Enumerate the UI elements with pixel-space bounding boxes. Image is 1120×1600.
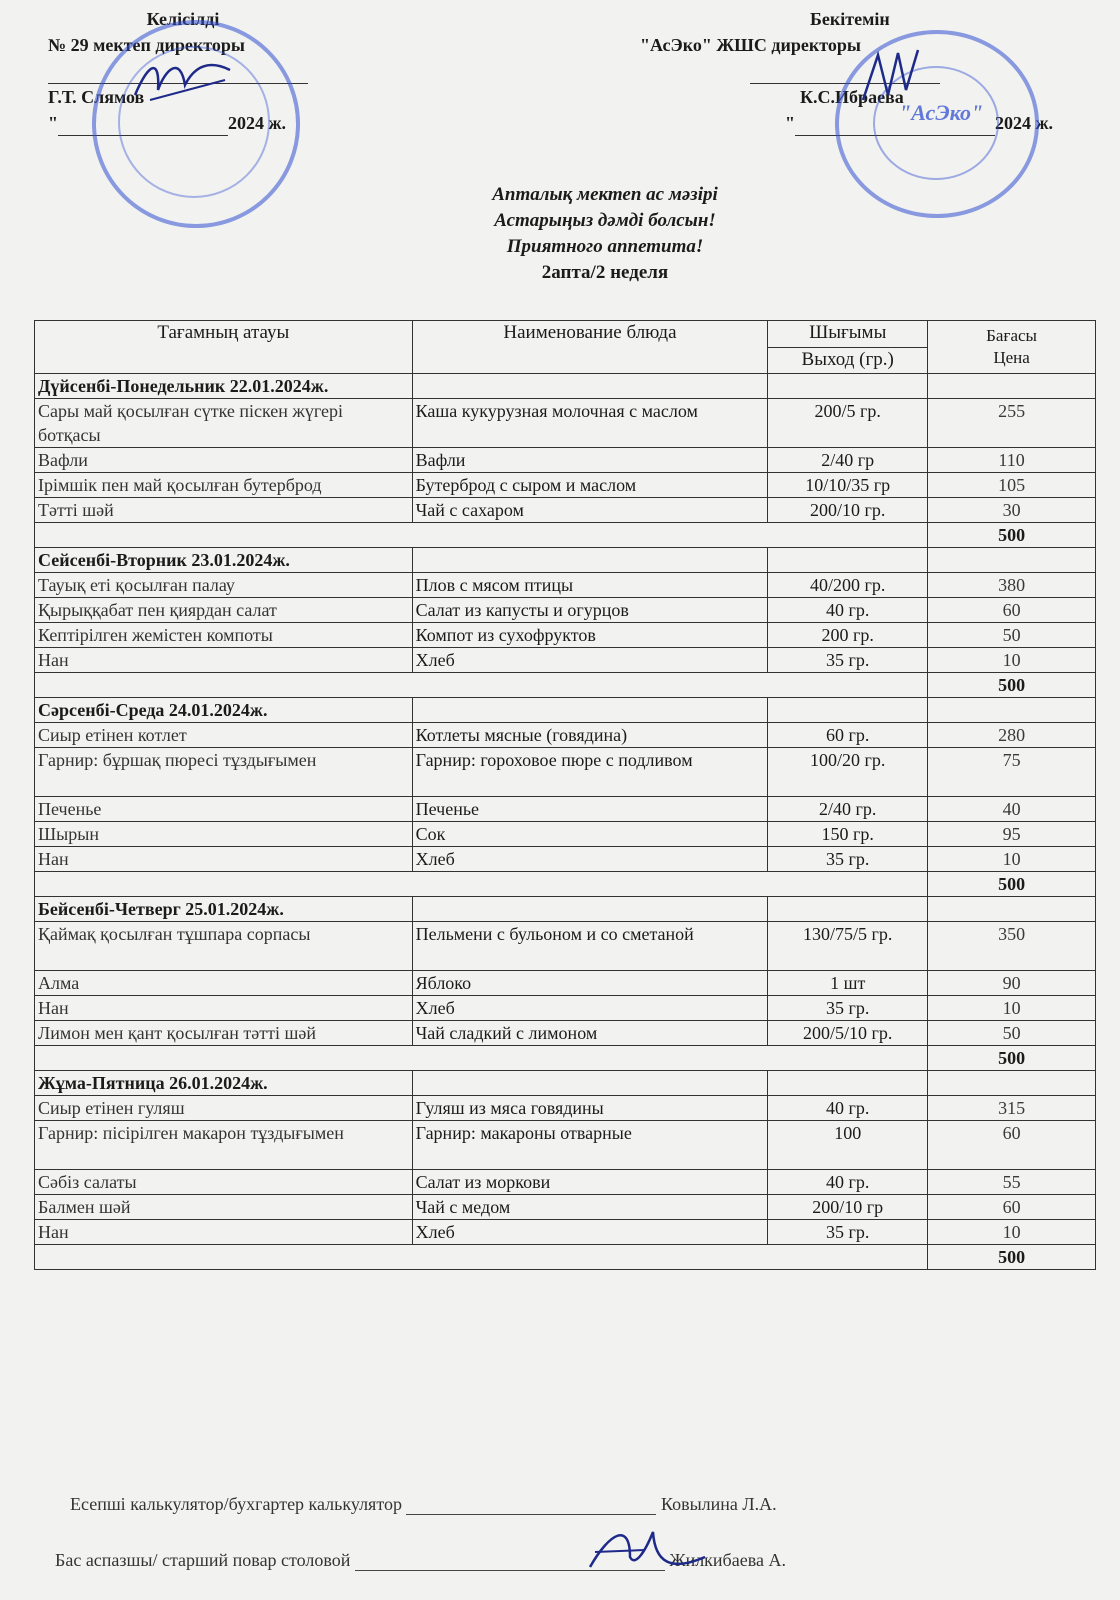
table-row — [35, 847, 1096, 872]
school-director-title: № 29 мектеп директоры — [48, 35, 245, 55]
empty-cell — [928, 1071, 1096, 1096]
total-row — [35, 673, 1096, 698]
table-row — [35, 648, 1096, 673]
dish-yield: 200/10 гр — [768, 1195, 928, 1220]
total-row — [35, 872, 1096, 897]
dish-yield: 100 — [768, 1121, 928, 1170]
dish-price: 10 — [928, 996, 1096, 1021]
empty-cell — [928, 897, 1096, 922]
title-wish-ru: Приятного аппетита! — [506, 236, 704, 257]
dish-name-ru: Пельмени с бульоном и со сметаной — [412, 922, 768, 971]
dish-name-kz: Қаймақ қосылған тұшпара сорпасы — [35, 922, 413, 971]
title-kz: Апталық мектеп ас мәзірі — [492, 184, 718, 205]
header-yield-ru: Выход (гр.) — [768, 347, 928, 374]
dish-yield: 200/10 гр. — [768, 498, 928, 523]
day-total: 500 — [928, 1245, 1096, 1270]
dish-price: 380 — [928, 573, 1096, 598]
header-dish-kz: Тағамның атауы — [35, 321, 413, 374]
dish-price: 75 — [928, 748, 1096, 797]
day-title: Жұма-Пятница 26.01.2024ж. — [35, 1071, 413, 1096]
dish-name-kz: Шырын — [35, 822, 413, 847]
total-row — [35, 1245, 1096, 1270]
dish-price: 105 — [928, 473, 1096, 498]
empty-cell — [412, 698, 768, 723]
dish-name-kz: Сиыр етінен гуляш — [35, 1096, 413, 1121]
dish-price: 55 — [928, 1170, 1096, 1195]
table-row — [35, 1096, 1096, 1121]
dish-price: 30 — [928, 498, 1096, 523]
dish-name-kz: Кептірілген жемістен компоты — [35, 623, 413, 648]
header-dish-ru: Наименование блюда — [412, 321, 768, 374]
dish-name-ru: Вафли — [412, 448, 768, 473]
dish-price: 60 — [928, 1121, 1096, 1170]
header-yield-kz: Шығымы — [768, 321, 928, 348]
cook-name: Жилкибаева А. — [669, 1550, 786, 1570]
dish-name-ru: Каша кукурузная молочная с маслом — [412, 399, 768, 448]
dish-name-kz: Тәтті шәй — [35, 498, 413, 523]
table-row — [35, 971, 1096, 996]
dish-yield: 35 гр. — [768, 847, 928, 872]
menu-body — [35, 374, 1096, 1270]
dish-name-kz: Қырыққабат пен қиярдан салат — [35, 598, 413, 623]
dish-name-kz: Лимон мен қант қосылған тәтті шәй — [35, 1021, 413, 1046]
accountant-name: Ковылина Л.А. — [660, 1494, 777, 1514]
table-row — [35, 1195, 1096, 1220]
day-total: 500 — [928, 523, 1096, 548]
empty-cell — [412, 548, 768, 573]
dish-yield: 150 гр. — [768, 822, 928, 847]
dish-yield: 2/40 гр. — [768, 797, 928, 822]
dish-name-ru: Чай с сахаром — [412, 498, 768, 523]
day-title: Сейсенбі-Вторник 23.01.2024ж. — [35, 548, 413, 573]
company-director-name: К.С.Ибраева — [800, 87, 904, 107]
dish-name-ru: Салат из моркови — [412, 1170, 768, 1195]
total-spacer — [35, 673, 928, 698]
day-row — [35, 548, 1096, 573]
table-row — [35, 822, 1096, 847]
dish-yield: 40 гр. — [768, 1170, 928, 1195]
total-row — [35, 1046, 1096, 1071]
signature-left — [130, 50, 240, 110]
table-row — [35, 1021, 1096, 1046]
dish-price: 110 — [928, 448, 1096, 473]
dish-yield: 35 гр. — [768, 996, 928, 1021]
dish-yield: 60 гр. — [768, 723, 928, 748]
dish-name-ru: Хлеб — [412, 847, 768, 872]
dish-yield: 2/40 гр — [768, 448, 928, 473]
dish-yield: 40/200 гр. — [768, 573, 928, 598]
empty-cell — [768, 1071, 928, 1096]
day-row — [35, 374, 1096, 399]
dish-name-ru: Хлеб — [412, 648, 768, 673]
dish-price: 50 — [928, 1021, 1096, 1046]
dish-name-ru: Печенье — [412, 797, 768, 822]
header-price: Бағасы Цена — [928, 321, 1096, 374]
dish-name-ru: Хлеб — [412, 1220, 768, 1245]
company-director-title: "АсЭко" ЖШС директоры — [640, 35, 861, 55]
dish-name-ru: Чай сладкий с лимоном — [412, 1021, 768, 1046]
dish-name-ru: Яблоко — [412, 971, 768, 996]
table-row — [35, 1121, 1096, 1170]
total-spacer — [35, 523, 928, 548]
table-row — [35, 573, 1096, 598]
empty-cell — [928, 698, 1096, 723]
dish-name-ru: Салат из капусты и огурцов — [412, 598, 768, 623]
empty-cell — [768, 897, 928, 922]
table-row — [35, 922, 1096, 971]
dish-name-ru: Сок — [412, 822, 768, 847]
empty-cell — [412, 1071, 768, 1096]
empty-cell — [928, 374, 1096, 399]
dish-yield: 200 гр. — [768, 623, 928, 648]
empty-cell — [768, 698, 928, 723]
dish-name-kz: Нан — [35, 648, 413, 673]
dish-name-kz: Нан — [35, 996, 413, 1021]
dish-yield: 130/75/5 гр. — [768, 922, 928, 971]
dish-yield: 40 гр. — [768, 1096, 928, 1121]
dish-name-kz: Тауық еті қосылған палау — [35, 573, 413, 598]
day-title: Бейсенбі-Четверг 25.01.2024ж. — [35, 897, 413, 922]
signature-cook — [585, 1512, 715, 1582]
dish-name-ru: Плов с мясом птицы — [412, 573, 768, 598]
dish-yield: 200/5 гр. — [768, 399, 928, 448]
title-week: 2апта/2 неделя — [541, 262, 669, 283]
approve-label: Бекітемін — [810, 9, 890, 29]
table-row — [35, 996, 1096, 1021]
title-wish-kz: Астарыңыз дәмді болсын! — [494, 210, 716, 231]
dish-name-ru: Хлеб — [412, 996, 768, 1021]
day-total: 500 — [928, 872, 1096, 897]
dish-name-ru: Гуляш из мяса говядины — [412, 1096, 768, 1121]
day-total: 500 — [928, 1046, 1096, 1071]
table-row — [35, 598, 1096, 623]
dish-name-kz: Сәбіз салаты — [35, 1170, 413, 1195]
dish-yield: 35 гр. — [768, 648, 928, 673]
table-row — [35, 797, 1096, 822]
dish-name-kz: Сары май қосылған сүтке піскен жүгері ботқасы — [35, 399, 413, 448]
dish-price: 60 — [928, 598, 1096, 623]
day-total: 500 — [928, 673, 1096, 698]
dish-name-kz: Алма — [35, 971, 413, 996]
dish-name-kz: Нан — [35, 847, 413, 872]
accountant-label: Есепші калькулятор/бухгартер калькулятор — [70, 1494, 402, 1514]
table-row — [35, 723, 1096, 748]
cook-label: Бас аспазшы/ старший повар столовой — [55, 1550, 351, 1570]
table-row — [35, 498, 1096, 523]
dish-price: 50 — [928, 623, 1096, 648]
dish-price: 255 — [928, 399, 1096, 448]
approved-label: Келісілді — [146, 9, 220, 29]
dish-name-kz: Нан — [35, 1220, 413, 1245]
table-row — [35, 748, 1096, 797]
dish-yield: 10/10/35 гр — [768, 473, 928, 498]
dish-price: 10 — [928, 648, 1096, 673]
dish-name-ru: Гарнир: макароны отварные — [412, 1121, 768, 1170]
table-row — [35, 399, 1096, 448]
dish-price: 40 — [928, 797, 1096, 822]
day-title: Дүйсенбі-Понедельник 22.01.2024ж. — [35, 374, 413, 399]
menu-table — [34, 320, 1096, 1270]
total-spacer — [35, 1245, 928, 1270]
dish-price: 350 — [928, 922, 1096, 971]
menu-title — [300, 182, 910, 286]
table-row — [35, 448, 1096, 473]
table-row — [35, 1170, 1096, 1195]
day-row — [35, 1071, 1096, 1096]
total-spacer — [35, 1046, 928, 1071]
day-row — [35, 897, 1096, 922]
dish-price: 10 — [928, 1220, 1096, 1245]
signature-right — [858, 45, 928, 105]
total-spacer — [35, 872, 928, 897]
dish-price: 315 — [928, 1096, 1096, 1121]
total-row — [35, 523, 1096, 548]
table-row — [35, 1220, 1096, 1245]
dish-price: 90 — [928, 971, 1096, 996]
empty-cell — [928, 548, 1096, 573]
dish-name-ru: Компот из сухофруктов — [412, 623, 768, 648]
empty-cell — [412, 374, 768, 399]
dish-yield: 35 гр. — [768, 1220, 928, 1245]
empty-cell — [768, 548, 928, 573]
dish-name-kz: Гарнир: пісірілген макарон тұздығымен — [35, 1121, 413, 1170]
dish-name-kz: Сиыр етінен котлет — [35, 723, 413, 748]
school-director-name: Г.Т. Слямов — [48, 87, 145, 107]
dish-yield: 40 гр. — [768, 598, 928, 623]
round-stamp-right: "АсЭко" — [835, 30, 1039, 218]
dish-name-kz: Печенье — [35, 797, 413, 822]
dish-name-ru: Гарнир: гороховое пюре с подливом — [412, 748, 768, 797]
dish-yield: 200/5/10 гр. — [768, 1021, 928, 1046]
dish-name-kz: Гарнир: бұршақ пюресі тұздығымен — [35, 748, 413, 797]
dish-name-kz: Вафли — [35, 448, 413, 473]
date-line-right: " 2024 ж. — [640, 110, 1080, 136]
day-title: Сәрсенбі-Среда 24.01.2024ж. — [35, 698, 413, 723]
dish-name-kz: Балмен шәй — [35, 1195, 413, 1220]
day-row — [35, 698, 1096, 723]
date-line-left: " 2024 ж. — [48, 110, 348, 136]
dish-price: 280 — [928, 723, 1096, 748]
empty-cell — [768, 374, 928, 399]
dish-yield: 100/20 гр. — [768, 748, 928, 797]
dish-price: 10 — [928, 847, 1096, 872]
table-row — [35, 623, 1096, 648]
dish-yield: 1 шт — [768, 971, 928, 996]
empty-cell — [412, 897, 768, 922]
dish-name-ru: Чай с медом — [412, 1195, 768, 1220]
dish-name-ru: Котлеты мясные (говядина) — [412, 723, 768, 748]
dish-name-kz: Ірімшік пен май қосылған бутерброд — [35, 473, 413, 498]
table-row — [35, 473, 1096, 498]
dish-price: 95 — [928, 822, 1096, 847]
dish-name-ru: Бутерброд с сыром и маслом — [412, 473, 768, 498]
dish-price: 60 — [928, 1195, 1096, 1220]
